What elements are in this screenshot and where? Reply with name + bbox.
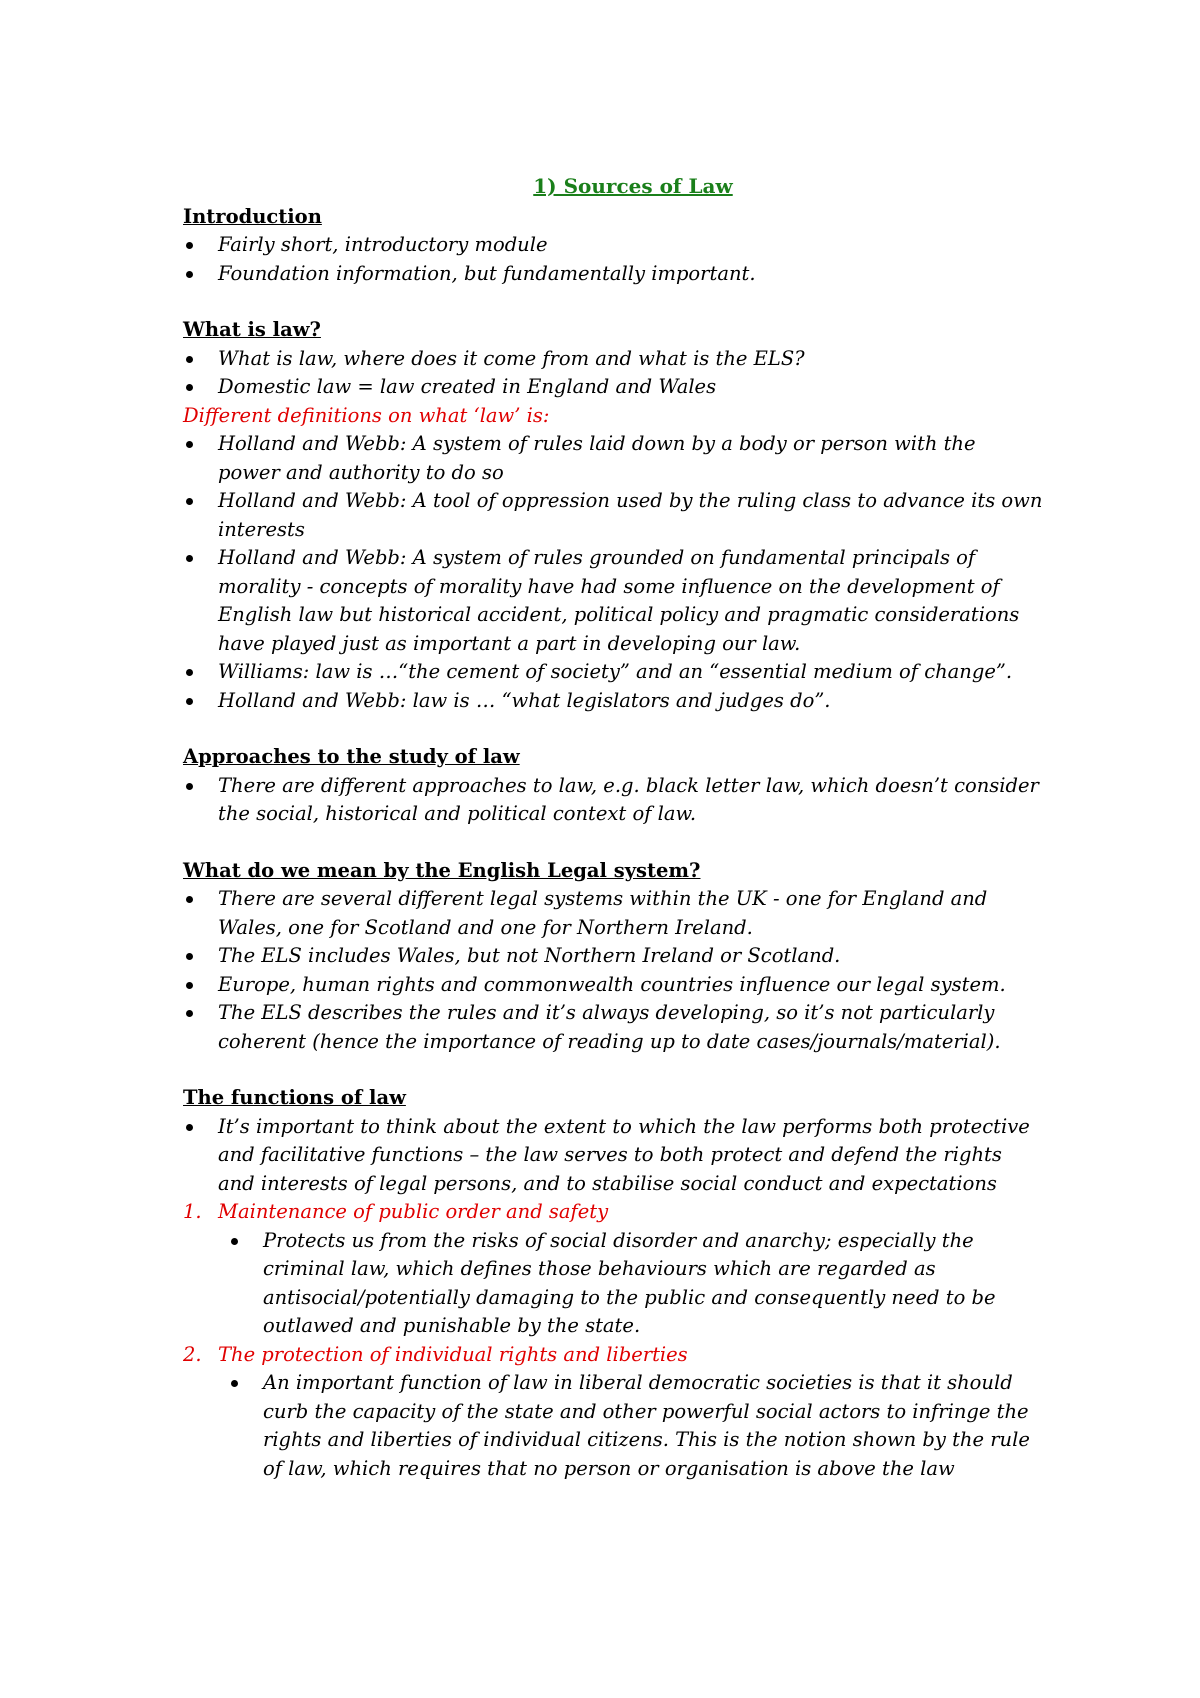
definitions-subheading: Different definitions on what ‘law’ is: bbox=[183, 403, 550, 427]
heading-approaches: Approaches to the study of law bbox=[183, 745, 520, 768]
list-item: An important function of law in liberal democratic societies is that it should curb the capacity of the state and other powerful social actors to infringe the rights and liberties of individual citizens. This is the notion shown by the rule of law, which requires that no person or organisation is above the law bbox=[228, 1369, 1043, 1483]
list-item: It’s important to think about the extent to which the law performs both protective and facilitative functions – the law serves to both protect and defend the rights and interests of legal persons, and to stabilise social conduct and expectations bbox=[183, 1113, 1043, 1199]
document-body bbox=[183, 172, 1043, 1483]
functions-sub-list bbox=[228, 1227, 1043, 1341]
introduction-list bbox=[183, 231, 1043, 288]
list-item: Protects us from the risks of social disorder and anarchy; especially the criminal law, which defines those behaviours which are regarded as antisocial/potentially damaging to the public and consequently need to be outlawed and punishable by the state. bbox=[228, 1227, 1043, 1341]
item-label: Maintenance of public order and safety bbox=[218, 1200, 609, 1223]
list-item: Holland and Webb: A system of rules laid down by a body or person with the power and authority to do so bbox=[183, 430, 1043, 487]
list-item: Williams: law is …“the cement of society” and an “essential medium of change”. bbox=[183, 658, 1043, 687]
list-item: Foundation information, but fundamentally important. bbox=[183, 260, 1043, 289]
heading-functions: The functions of law bbox=[183, 1086, 406, 1109]
definitions-list bbox=[183, 430, 1043, 715]
els-list bbox=[183, 885, 1043, 1056]
list-item: The ELS includes Wales, but not Northern Ireland or Scotland. bbox=[183, 942, 1043, 971]
item-number: 1. bbox=[183, 1200, 202, 1223]
approaches-list bbox=[183, 772, 1043, 829]
heading-introduction: Introduction bbox=[183, 204, 322, 228]
list-item: Domestic law = law created in England and Wales bbox=[183, 373, 1043, 402]
functions-numbered-list bbox=[183, 1341, 1043, 1370]
list-item: Holland and Webb: law is … “what legislators and judges do”. bbox=[183, 687, 1043, 716]
what-is-law-list bbox=[183, 345, 1043, 402]
list-item: The ELS describes the rules and it’s always developing, so it’s not particularly coherent (hence the importance of reading up to date cases/journals/material). bbox=[183, 999, 1043, 1056]
list-item: Fairly short, introductory module bbox=[183, 231, 1043, 260]
page-title: 1) Sources of Law bbox=[533, 174, 733, 198]
numbered-item bbox=[183, 1341, 1043, 1370]
list-item: Holland and Webb: A system of rules grounded on fundamental principals of morality - concepts of morality have had some influence on the development of English law but historical accident, political policy and pragmatic considerations have played just as important a part in developing our law. bbox=[183, 544, 1043, 658]
functions-sub-list bbox=[228, 1369, 1043, 1483]
item-label: The protection of individual rights and liberties bbox=[218, 1342, 688, 1366]
heading-what-is-law: What is law? bbox=[183, 318, 321, 341]
numbered-item bbox=[183, 1198, 1043, 1227]
list-item: There are several different legal systems within the UK - one for England and Wales, one for Scotland and one for Northern Ireland. bbox=[183, 885, 1043, 942]
heading-els: What do we mean by the English Legal system? bbox=[183, 858, 701, 882]
list-item: There are different approaches to law, e.g. black letter law, which doesn’t consider the social, historical and political context of law. bbox=[183, 772, 1043, 829]
functions-intro-list bbox=[183, 1113, 1043, 1199]
item-number: 2. bbox=[183, 1342, 202, 1366]
list-item: What is law, where does it come from and what is the ELS? bbox=[183, 345, 1043, 374]
list-item: Europe, human rights and commonwealth countries influence our legal system. bbox=[183, 971, 1043, 1000]
functions-numbered-list bbox=[183, 1198, 1043, 1227]
list-item: Holland and Webb: A tool of oppression used by the ruling class to advance its own interests bbox=[183, 487, 1043, 544]
